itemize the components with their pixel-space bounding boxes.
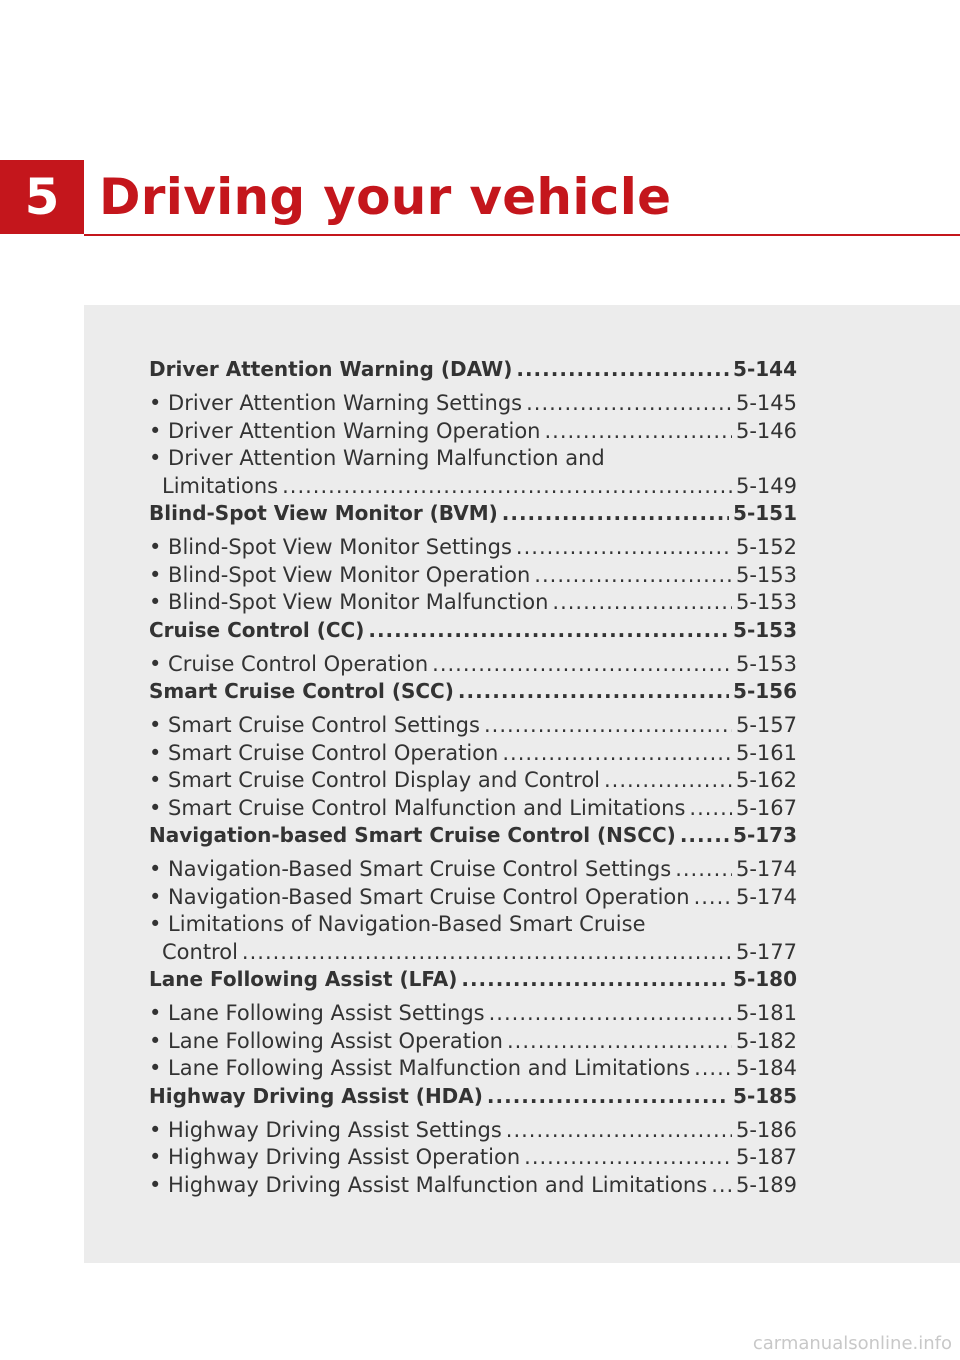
toc-entry-row[interactable] bbox=[149, 1055, 797, 1083]
toc-page-number: 5-174 bbox=[735, 857, 797, 881]
toc-page-number: 5-153 bbox=[735, 651, 797, 676]
toc-leader-dots bbox=[502, 500, 729, 528]
toc-leader-dots bbox=[694, 1055, 732, 1083]
toc-page-number: 5-145 bbox=[735, 391, 797, 415]
toc-entry-row[interactable] bbox=[149, 418, 797, 446]
toc-page-number: 5-153 bbox=[733, 617, 797, 642]
toc-leader-dots bbox=[544, 418, 731, 446]
toc-leader-dots bbox=[484, 712, 732, 740]
toc-leader-dots bbox=[506, 1117, 732, 1145]
toc-entry-row[interactable] bbox=[149, 1028, 797, 1056]
toc-label: • Smart Cruise Control Operation bbox=[149, 740, 499, 765]
toc-entry-row[interactable] bbox=[149, 1117, 797, 1145]
toc-page-number: 5-151 bbox=[733, 501, 797, 525]
toc-page-number: 5-153 bbox=[735, 590, 797, 614]
chapter-title: Driving your vehicle bbox=[99, 168, 672, 226]
toc-label: • Lane Following Assist Operation bbox=[149, 1028, 503, 1053]
toc-leader-dots bbox=[461, 966, 729, 994]
toc-label: Lane Following Assist (LFA) bbox=[149, 967, 458, 991]
toc-label: Highway Driving Assist (HDA) bbox=[149, 1083, 483, 1108]
toc-page-number: 5-174 bbox=[735, 884, 797, 909]
toc-label: • Highway Driving Assist Malfunction and Limitations bbox=[149, 1172, 708, 1197]
toc-page-number: 5-187 bbox=[735, 1145, 797, 1169]
toc-leader-dots bbox=[489, 1000, 732, 1028]
toc-page-number: 5-157 bbox=[735, 713, 797, 737]
toc-leader-dots bbox=[526, 390, 732, 418]
toc-page-number: 5-161 bbox=[735, 740, 797, 765]
toc-entry-line: • Driver Attention Warning Malfunction and bbox=[149, 446, 605, 470]
toc-leader-dots bbox=[516, 534, 732, 562]
toc-label: • Lane Following Assist Settings bbox=[149, 1001, 485, 1025]
toc-leader-dots bbox=[458, 678, 729, 706]
toc-page-number: 5-167 bbox=[735, 795, 797, 820]
toc-leader-dots bbox=[524, 1144, 732, 1172]
toc-entry-row[interactable] bbox=[149, 939, 797, 967]
toc-label: Cruise Control (CC) bbox=[149, 617, 365, 642]
toc-label: • Lane Following Assist Malfunction and Limitations bbox=[149, 1056, 691, 1080]
toc-entry-row[interactable] bbox=[149, 884, 797, 912]
toc-label: Limitations bbox=[162, 473, 279, 498]
toc-leader-dots bbox=[432, 651, 732, 679]
toc-page-number: 5-182 bbox=[735, 1028, 797, 1053]
chapter-number-badge bbox=[0, 160, 84, 234]
toc-page-number: 5-146 bbox=[735, 418, 797, 443]
toc-page-number: 5-162 bbox=[735, 768, 797, 792]
toc-entry-row[interactable] bbox=[149, 651, 797, 679]
toc-page-number: 5-177 bbox=[735, 939, 797, 964]
toc-label: • Blind-Spot View Monitor Settings bbox=[149, 535, 512, 559]
toc-label: Control bbox=[162, 939, 238, 964]
toc-leader-dots bbox=[689, 795, 732, 823]
toc-entry-row[interactable] bbox=[149, 795, 797, 823]
toc-page-number: 5-144 bbox=[733, 357, 797, 381]
toc-entry-row[interactable] bbox=[149, 390, 797, 418]
toc-label: Navigation-based Smart Cruise Control (NSCC) bbox=[149, 823, 676, 847]
toc-leader-dots bbox=[507, 1028, 732, 1056]
toc-page-number: 5-181 bbox=[735, 1001, 797, 1025]
toc-section-row[interactable] bbox=[149, 356, 797, 384]
toc-page-number: 5-184 bbox=[735, 1056, 797, 1080]
toc-leader-dots bbox=[242, 939, 732, 967]
toc-entry-row[interactable] bbox=[149, 1172, 797, 1200]
toc-leader-dots bbox=[282, 473, 732, 501]
toc-leader-dots bbox=[711, 1172, 732, 1200]
toc-entry-row[interactable] bbox=[149, 1000, 797, 1028]
toc-entry-row[interactable] bbox=[149, 712, 797, 740]
toc-label: Blind-Spot View Monitor (BVM) bbox=[149, 501, 498, 525]
toc-label: • Navigation-Based Smart Cruise Control Settings bbox=[149, 857, 672, 881]
toc-page-number: 5-153 bbox=[735, 562, 797, 587]
toc-label: • Cruise Control Operation bbox=[149, 651, 429, 676]
toc-entry-row[interactable] bbox=[149, 740, 797, 768]
chapter-divider bbox=[84, 234, 960, 236]
toc-leader-dots bbox=[516, 356, 729, 384]
chapter-number: 5 bbox=[24, 168, 60, 226]
toc-entry-line: • Limitations of Navigation-Based Smart Cruise bbox=[149, 912, 646, 936]
toc-leader-dots bbox=[534, 562, 732, 590]
toc-entry-row[interactable] bbox=[149, 562, 797, 590]
toc-label: • Blind-Spot View Monitor Operation bbox=[149, 562, 531, 587]
toc-label: • Blind-Spot View Monitor Malfunction bbox=[149, 590, 549, 614]
toc-entry-row[interactable] bbox=[149, 856, 797, 884]
toc-page-number: 5-189 bbox=[735, 1172, 797, 1197]
toc-entry-row[interactable] bbox=[149, 1144, 797, 1172]
toc-label: • Highway Driving Assist Operation bbox=[149, 1145, 521, 1169]
toc-leader-dots bbox=[552, 589, 732, 617]
toc-page-number: 5-156 bbox=[733, 679, 797, 703]
toc-leader-dots bbox=[694, 884, 732, 912]
toc-leader-dots bbox=[487, 1083, 729, 1111]
table-of-contents bbox=[149, 356, 797, 1199]
toc-page-number: 5-180 bbox=[733, 967, 797, 991]
toc-section-row[interactable] bbox=[149, 822, 797, 850]
toc-leader-dots bbox=[675, 856, 732, 884]
watermark: carmanualsonline.info bbox=[752, 1333, 952, 1354]
toc-page-number: 5-186 bbox=[735, 1117, 797, 1142]
toc-page-number: 5-185 bbox=[733, 1083, 797, 1108]
toc-section-row[interactable] bbox=[149, 678, 797, 706]
toc-page-number: 5-149 bbox=[735, 473, 797, 498]
toc-label: • Navigation-Based Smart Cruise Control Operation bbox=[149, 884, 690, 909]
toc-entry-row[interactable] bbox=[149, 589, 797, 617]
toc-label: Smart Cruise Control (SCC) bbox=[149, 679, 454, 703]
toc-label: • Smart Cruise Control Display and Control bbox=[149, 768, 600, 792]
toc-entry-row[interactable] bbox=[149, 534, 797, 562]
toc-label: • Smart Cruise Control Settings bbox=[149, 713, 480, 737]
toc-leader-dots bbox=[680, 822, 729, 850]
toc-page-number: 5-173 bbox=[733, 823, 797, 847]
toc-leader-dots bbox=[368, 617, 729, 645]
toc-label: • Highway Driving Assist Settings bbox=[149, 1117, 502, 1142]
toc-leader-dots bbox=[502, 740, 732, 768]
toc-page-number: 5-152 bbox=[735, 535, 797, 559]
toc-section-row[interactable] bbox=[149, 617, 797, 645]
toc-label: • Driver Attention Warning Settings bbox=[149, 391, 523, 415]
toc-entry-row[interactable] bbox=[149, 767, 797, 795]
toc-leader-dots bbox=[604, 767, 732, 795]
toc-label: • Driver Attention Warning Operation bbox=[149, 418, 541, 443]
toc-section-row[interactable] bbox=[149, 500, 797, 528]
toc-label: Driver Attention Warning (DAW) bbox=[149, 357, 513, 381]
toc-section-row[interactable] bbox=[149, 1083, 797, 1111]
toc-label: • Smart Cruise Control Malfunction and Limitations bbox=[149, 795, 686, 820]
toc-section-row[interactable] bbox=[149, 966, 797, 994]
toc-entry-row[interactable] bbox=[149, 473, 797, 501]
